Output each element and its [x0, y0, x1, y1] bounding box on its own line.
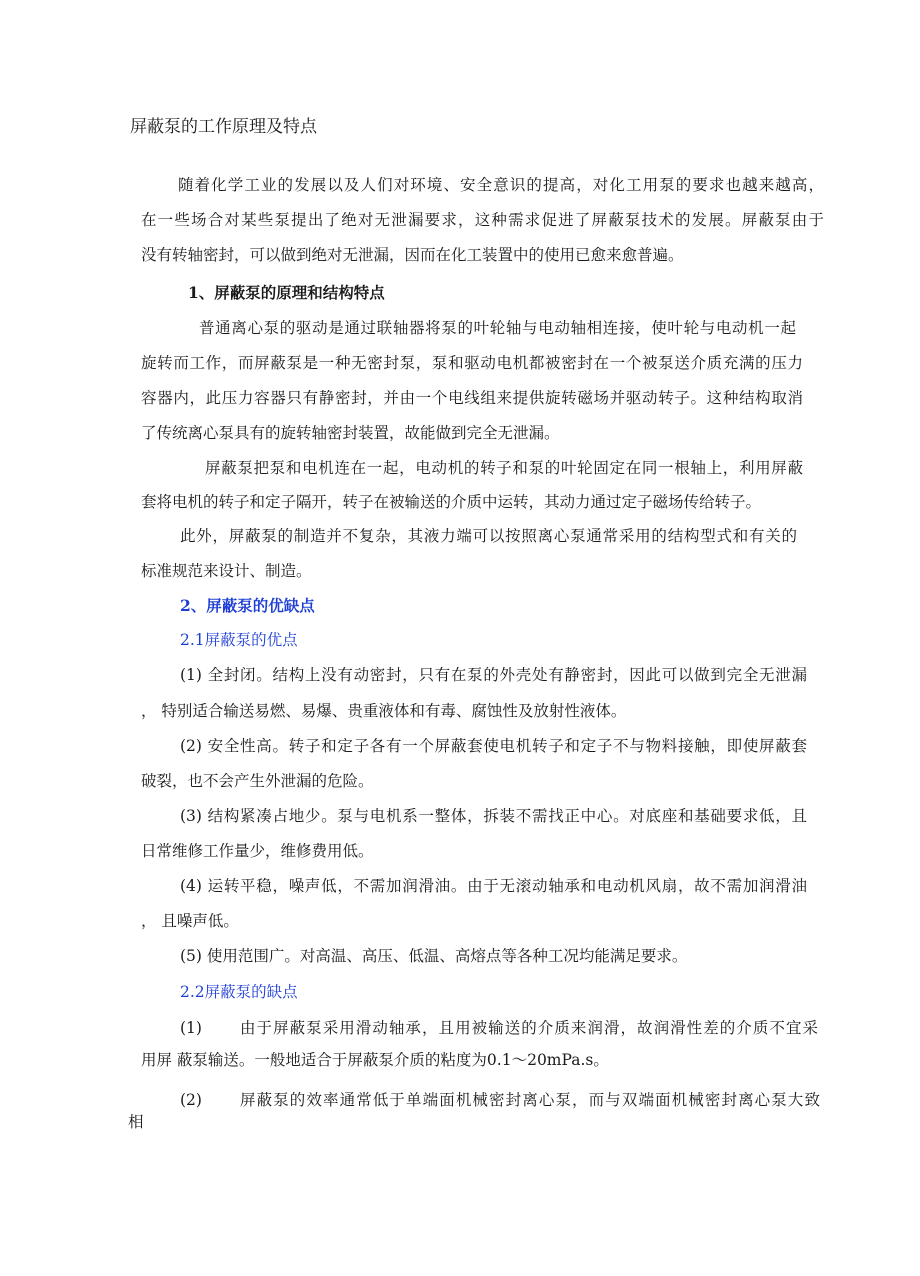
disadvantage-1-number: (1)	[180, 1019, 202, 1037]
s1-para3-line-1: 此外，屏蔽泵的制造并不复杂，其液力端可以按照离心泵通常采用的结构型式和有关的	[180, 527, 797, 545]
s1-para1-line-4: 了传统离心泵具有的旋转轴密封装置，故能做到完全无泄漏。	[141, 424, 560, 442]
disadvantage-1-line-2: 用屏 蔽泵输送。一般地适合于屏蔽泵介质的粘度为0.1～20mPa.s。	[141, 1051, 609, 1069]
disadvantages-subheading: 2.2屏蔽泵的缺点	[180, 983, 298, 1001]
advantage-1-line-2: ， 特别适合输送易燃、易爆、贵重液体和有毒、腐蚀性及放射性液体。	[141, 702, 627, 720]
section2-heading: 2、屏蔽泵的优缺点	[180, 596, 315, 615]
disadvantage-2-line-2: 相	[128, 1113, 144, 1131]
advantage-3-line-2: 日常维修工作量少，维修费用低。	[141, 842, 374, 860]
advantage-5-line-1: (5) 使用范围广。对高温、高压、低温、高熔点等各种工况均能满足要求。	[180, 947, 688, 965]
advantage-1-line-1: (1) 全封闭。结构上没有动密封，只有在泵的外壳处有静密封，因此可以做到完全无泄漏	[180, 666, 807, 684]
advantage-4-line-2: ， 且噪声低。	[141, 912, 239, 930]
section1-heading: 1、屏蔽泵的原理和结构特点	[188, 283, 385, 302]
advantages-subheading: 2.1屏蔽泵的优点	[180, 631, 298, 649]
disadvantage-2-line-1: 屏蔽泵的效率通常低于单端面机械密封离心泵，而与双端面机械密封离心泵大致	[240, 1091, 820, 1109]
disadvantage-1-line-1: 由于屏蔽泵采用滑动轴承，且用被输送的介质来润滑，故润滑性差的介质不宜采	[240, 1019, 818, 1037]
page-title: 屏蔽泵的工作原理及特点	[130, 117, 317, 137]
advantage-2-line-1: (2) 安全性高。转子和定子各有一个屏蔽套使电机转子和定子不与物料接触，即使屏蔽套	[180, 737, 807, 755]
advantage-2-line-2: 破裂，也不会产生外泄漏的危险。	[141, 772, 374, 790]
advantage-3-line-1: (3) 结构紧凑占地少。泵与电机系一整体，拆装不需找正中心。对底座和基础要求低，且	[180, 807, 807, 825]
s1-para2-line-1: 屏蔽泵把泵和电机连在一起，电动机的转子和泵的叶轮固定在同一根轴上，利用屏蔽	[205, 459, 803, 477]
intro-line-2: 在一些场合对某些泵提出了绝对无泄漏要求，这种需求促进了屏蔽泵技术的发展。屏蔽泵由于	[141, 211, 824, 229]
s1-para1-line-1: 普通离心泵的驱动是通过联轴器将泵的叶轮轴与电动轴相连接，使叶轮与电动机一起	[199, 319, 796, 337]
s1-para3-line-2: 标准规范来设计、制造。	[141, 562, 312, 580]
intro-line-3: 没有转轴密封，可以做到绝对无泄漏，因而在化工装置中的使用已愈来愈普遍。	[141, 246, 684, 264]
s1-para1-line-2: 旋转而工作，而屏蔽泵是一种无密封泵，泵和驱动电机都被密封在一个被泵送介质充满的压力	[141, 354, 803, 372]
advantage-4-line-1: (4) 运转平稳，噪声低，不需加润滑油。由于无滚动轴承和电动机风扇，故不需加润滑油	[180, 877, 807, 895]
disadvantage-2-number: (2)	[180, 1091, 202, 1109]
s1-para2-line-2: 套将电机的转子和定子隔开，转子在被输送的介质中运转，其动力通过定子磁场传给转子。	[141, 493, 762, 511]
intro-line-1: 随着化学工业的发展以及人们对环境、安全意识的提高，对化工用泵的要求也越来越高，	[178, 176, 824, 194]
s1-para1-line-3: 容器内，此压力容器只有静密封，并由一个电线组来提供旋转磁场并驱动转子。这种结构取消	[141, 389, 803, 407]
